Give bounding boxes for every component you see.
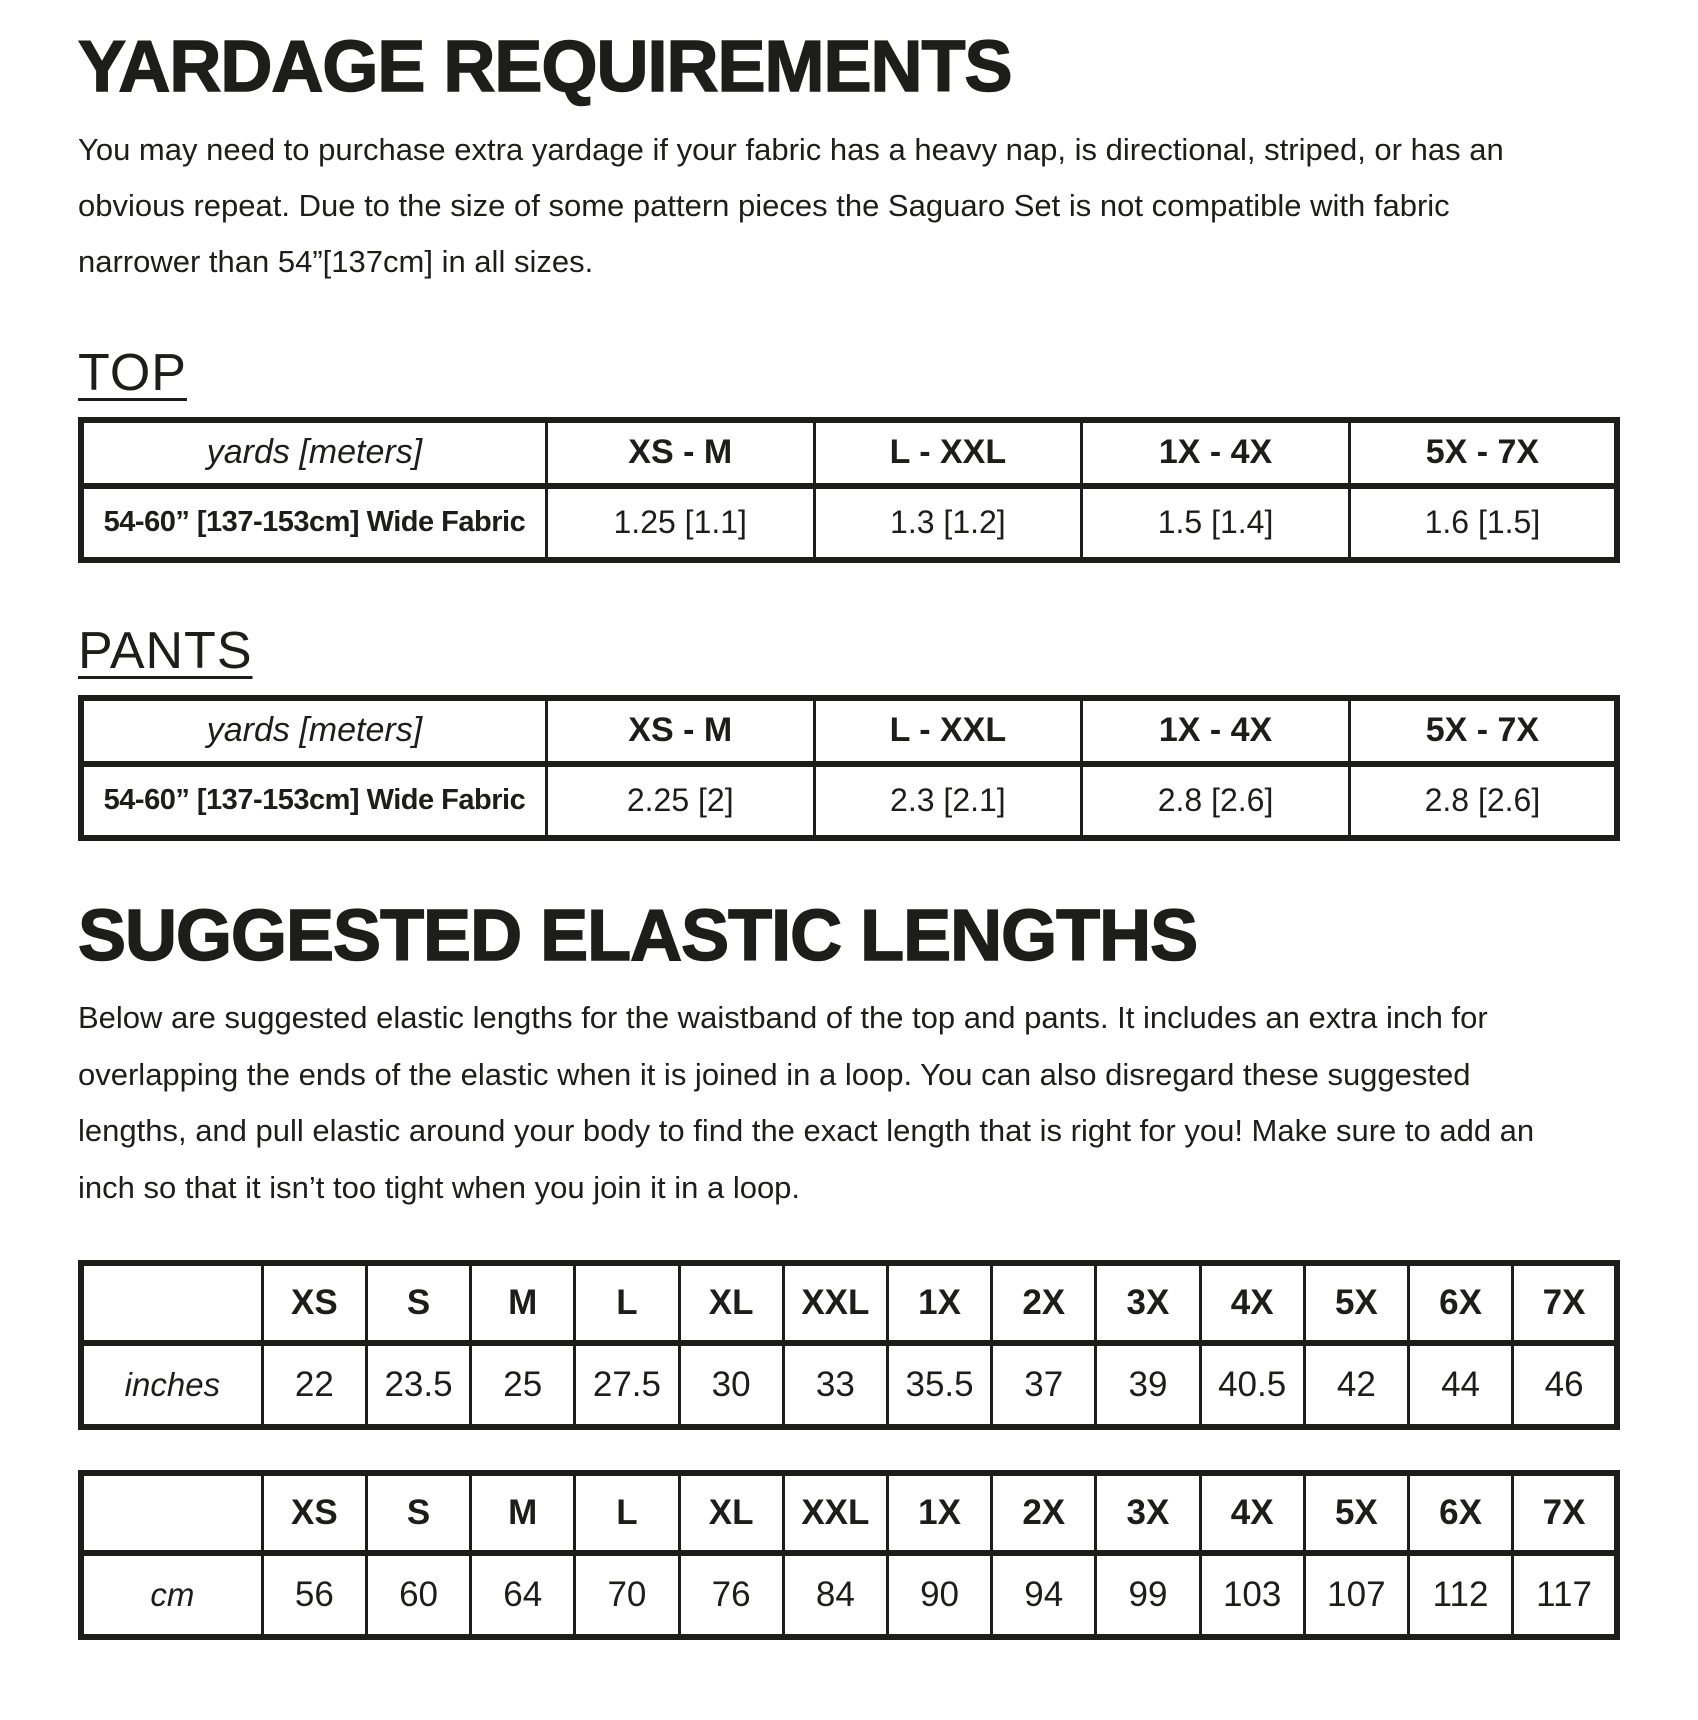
elastic-length-cell: 35.5 (887, 1343, 991, 1427)
size-header-cell: 1X (887, 1263, 991, 1343)
size-header-cell: XXL (783, 1263, 887, 1343)
elastic-length-cell: 42 (1304, 1343, 1408, 1427)
elastic-inches-table (78, 1260, 1620, 1430)
elastic-length-cell: 112 (1408, 1553, 1512, 1637)
yardage-section-title: YARDAGE REQUIREMENTS (78, 27, 1012, 107)
size-header-cell: XS (262, 1263, 366, 1343)
size-header-cell: M (471, 1263, 575, 1343)
size-header-cell: 7X (1513, 1263, 1617, 1343)
empty-corner-cell (81, 1473, 262, 1553)
size-header-cell: S (366, 1263, 470, 1343)
elastic-length-cell: 70 (575, 1553, 679, 1637)
size-header-cell: XS (262, 1473, 366, 1553)
size-header-cell: L (575, 1263, 679, 1343)
yardage-value-cell: 2.8 [2.6] (1349, 764, 1617, 838)
elastic-length-cell: 56 (262, 1553, 366, 1637)
fabric-width-label: 54-60” [137-153cm] Wide Fabric (81, 764, 546, 838)
elastic-length-cell: 99 (1096, 1553, 1200, 1637)
top-yardage-table (78, 417, 1620, 563)
size-header-cell: 7X (1513, 1473, 1617, 1553)
size-range-header: L - XXL (814, 420, 1082, 486)
size-header-cell: 6X (1408, 1473, 1512, 1553)
elastic-cm-table (78, 1470, 1620, 1640)
size-header-cell: M (471, 1473, 575, 1553)
size-header-cell: 4X (1200, 1263, 1304, 1343)
pants-yardage-table (78, 695, 1620, 841)
size-range-header: XS - M (546, 698, 814, 764)
elastic-length-cell: 30 (679, 1343, 783, 1427)
elastic-section-title: SUGGESTED ELASTIC LENGTHS (78, 895, 1198, 976)
elastic-length-cell: 22 (262, 1343, 366, 1427)
elastic-length-cell: 64 (471, 1553, 575, 1637)
yardage-value-cell: 2.3 [2.1] (814, 764, 1082, 838)
elastic-description-paragraph: Below are suggested elastic lengths for the waistband of the top and pants. It includes an extra inch for overlapping the ends of the elastic when it is joined in a loop. You can also disregard these suggested lengths, and pull elastic around your body to find the exact length that is right for you! Make sure to add an inch so that it isn’t too tight when you join it in a loop. (78, 1000, 1535, 1205)
size-range-header: L - XXL (814, 698, 1082, 764)
size-range-header: 5X - 7X (1349, 420, 1617, 486)
yardage-value-cell: 1.5 [1.4] (1082, 486, 1350, 560)
size-range-header: XS - M (546, 420, 814, 486)
inches-unit-label: inches (81, 1343, 262, 1427)
size-header-cell: 3X (1096, 1473, 1200, 1553)
size-header-cell: L (575, 1473, 679, 1553)
size-header-cell: 4X (1200, 1473, 1304, 1553)
elastic-length-cell: 94 (992, 1553, 1096, 1637)
elastic-length-cell: 60 (366, 1553, 470, 1637)
elastic-length-cell: 46 (1513, 1343, 1617, 1427)
size-header-cell: 5X (1304, 1263, 1408, 1343)
elastic-length-cell: 25 (471, 1343, 575, 1427)
table-row (81, 764, 1617, 838)
table-header-row (81, 698, 1617, 764)
top-heading: TOP (78, 343, 187, 402)
elastic-length-cell: 90 (887, 1553, 991, 1637)
elastic-length-cell: 103 (1200, 1553, 1304, 1637)
size-header-cell: S (366, 1473, 470, 1553)
elastic-length-cell: 40.5 (1200, 1343, 1304, 1427)
table-row (81, 1343, 1617, 1427)
elastic-length-cell: 27.5 (575, 1343, 679, 1427)
size-header-cell: XL (679, 1473, 783, 1553)
cm-unit-label: cm (81, 1553, 262, 1637)
size-header-cell: XXL (783, 1473, 887, 1553)
elastic-length-cell: 44 (1408, 1343, 1512, 1427)
yardage-value-cell: 2.8 [2.6] (1082, 764, 1350, 838)
elastic-length-cell: 23.5 (366, 1343, 470, 1427)
table-header-row (81, 1473, 1617, 1553)
table-header-row (81, 1263, 1617, 1343)
unit-header-cell: yards [meters] (81, 420, 546, 486)
table-row (81, 1553, 1617, 1637)
elastic-length-cell: 117 (1513, 1553, 1617, 1637)
elastic-length-cell: 84 (783, 1553, 887, 1637)
yardage-value-cell: 1.25 [1.1] (546, 486, 814, 560)
pants-heading: PANTS (78, 621, 253, 680)
size-range-header: 5X - 7X (1349, 698, 1617, 764)
size-header-cell: 3X (1096, 1263, 1200, 1343)
size-header-cell: 2X (992, 1263, 1096, 1343)
size-range-header: 1X - 4X (1082, 698, 1350, 764)
fabric-width-label: 54-60” [137-153cm] Wide Fabric (81, 486, 546, 560)
yardage-value-cell: 2.25 [2] (546, 764, 814, 838)
elastic-length-cell: 33 (783, 1343, 887, 1427)
elastic-section (78, 895, 1620, 1640)
elastic-length-cell: 39 (1096, 1343, 1200, 1427)
size-header-cell: 1X (887, 1473, 991, 1553)
document-page (78, 27, 1620, 1640)
unit-header-cell: yards [meters] (81, 698, 546, 764)
yardage-value-cell: 1.6 [1.5] (1349, 486, 1617, 560)
empty-corner-cell (81, 1263, 262, 1343)
elastic-length-cell: 76 (679, 1553, 783, 1637)
size-range-header: 1X - 4X (1082, 420, 1350, 486)
table-row (81, 486, 1617, 560)
size-header-cell: 5X (1304, 1473, 1408, 1553)
table-header-row (81, 420, 1617, 486)
size-header-cell: XL (679, 1263, 783, 1343)
elastic-length-cell: 37 (992, 1343, 1096, 1427)
elastic-length-cell: 107 (1304, 1553, 1408, 1637)
yardage-value-cell: 1.3 [1.2] (814, 486, 1082, 560)
size-header-cell: 6X (1408, 1263, 1512, 1343)
yardage-intro-paragraph: You may need to purchase extra yardage if your fabric has a heavy nap, is directional, striped, or has an obvious repeat. Due to the size of some pattern pieces the Saguaro Set is not compatible with fabric narrower than 54”[137cm] in all sizes. (78, 131, 1504, 280)
size-header-cell: 2X (992, 1473, 1096, 1553)
